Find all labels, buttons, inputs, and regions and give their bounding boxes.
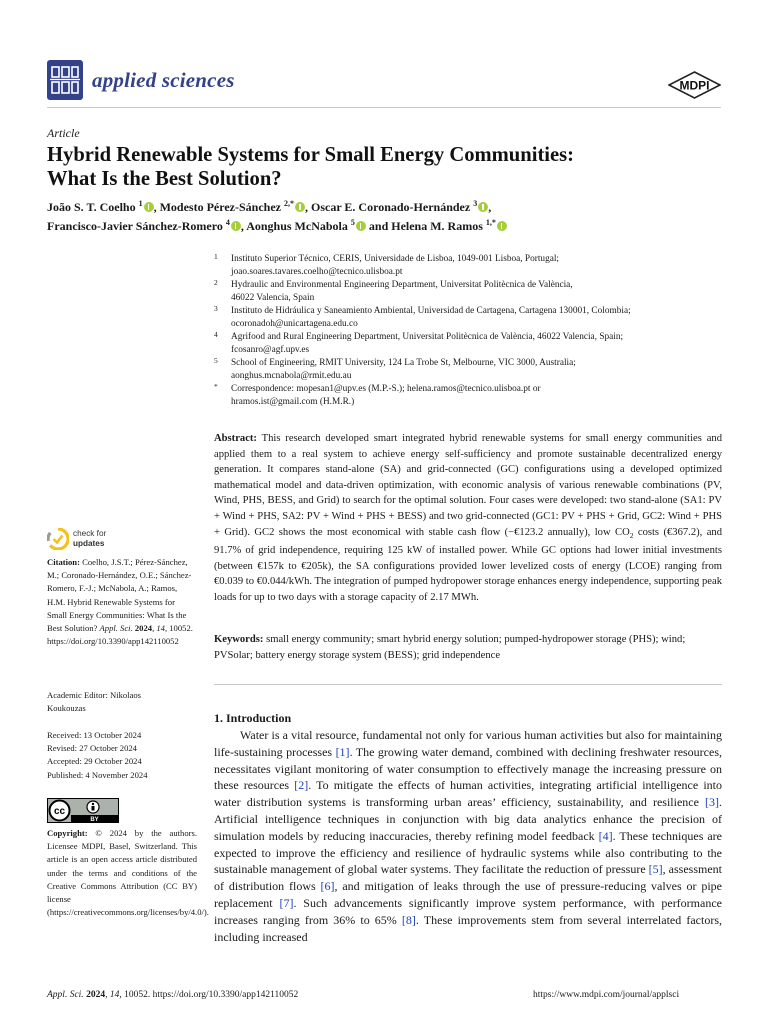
affiliation-number: 1 [214, 252, 218, 261]
citation-label: Citation: [47, 557, 80, 567]
affiliation-number: 4 [214, 330, 218, 339]
body-text: , and mitigation of leaks through the use of pressure-reducing valves or pipe replacement [214, 879, 722, 910]
header-divider [47, 107, 721, 108]
citation-link[interactable]: [6] [320, 879, 335, 894]
citation-link[interactable]: [1] [335, 744, 350, 759]
affiliation-text: Instituto Superior Técnico, CERIS, Universidade de Lisboa, 1049-001 Lisboa, Portugal; [231, 254, 560, 264]
affiliation-number: 5 [214, 356, 218, 365]
citation-link[interactable]: [8] [401, 912, 416, 927]
author-name[interactable]: , Oscar E. Coronado-Hernández [304, 200, 471, 214]
author-list [47, 198, 747, 236]
title-line-1: Hybrid Renewable Systems for Small Energy Communities: [47, 144, 575, 166]
citation-journal: Appl. Sci. [99, 623, 133, 634]
citation-link[interactable]: [5] [648, 862, 663, 877]
abstract-text: This research developed smart integrated hybrid renewable systems for small energy communities and applied them to a real system to achieve energy self-sufficiency and promote sustainable decentralized energy generation. It compares stand-alone (SA) and grid-connected (GC) configurations using a developed optimized mathematical model and data-driven optimization, with economic analysis of various renewable combinations (PV, Wind, PHS, BESS, and Grid) to search for the optimal solution. Four cases were developed: two stand-alone (SA1: PV + Wind + PHS, SA2: PV + Wind + PHS + BESS) and two grid-connected (GC1: PV + PHS + Grid, GC2: Wind + PHS + Grid). GC2 shows the most economical with stable cash flow (−€123.2 annually), low CO [214, 433, 722, 538]
author-name[interactable]: Francisco-Javier Sánchez-Romero [47, 219, 223, 233]
abstract [214, 431, 722, 606]
cc-by-license-icon[interactable] [47, 798, 119, 823]
author-name[interactable]: and Helena M. Ramos [368, 219, 483, 233]
citation-link[interactable]: [4] [598, 828, 613, 843]
citation-link[interactable]: [7] [279, 895, 294, 910]
citation-doi[interactable]: , 10052. https://doi.org/10.3390/app142110052 [47, 623, 193, 647]
author-line-2 [47, 217, 747, 236]
footer-year: 2024 [83, 990, 106, 1000]
footer-journal-url[interactable]: https://www.mdpi.com/journal/applsci [533, 990, 680, 1000]
correspondence-email[interactable]: hramos.ist@gmail.com (H.M.R.) [231, 397, 355, 407]
check-line: updates [73, 538, 105, 548]
abstract-text: costs (€367.2), and 91.7% of grid independence, requiring 125 kW of installed power. While GC options had lower initial investments (between €157k to €205k), the SA configurations provided lower levelized costs of energy (LCOE) ranging from €0.039 to €0.044/kWh. The integration of pumped hydropower storage enhances energy independence, supporting peak loads for up to two days with a storage capacity of 2.17 MWh. [214, 526, 722, 604]
body-text: . These improvements stem from several interrelated factors, including increased [214, 912, 722, 944]
check-for-updates-badge[interactable] [47, 527, 147, 551]
mdpi-logo-icon [668, 71, 721, 99]
co2-subscript: 2 [629, 530, 634, 540]
citation-year: 2024 [132, 623, 153, 634]
cc-text: cc [53, 806, 66, 817]
body-text: . Artificial intelligence techniques in conjunction with big data analytics enhance the precision of simulation models by reducing inaccuracies, thereby refining model feedback [214, 795, 722, 843]
affiliation-item [214, 279, 724, 305]
article-title [47, 143, 727, 191]
footer-citation [47, 990, 298, 1000]
affiliation-email[interactable]: aonghus.mcnabola@rmit.edu.au [231, 371, 352, 381]
correspondence-item [214, 383, 724, 409]
author-name[interactable]: , Aonghus McNabola [240, 219, 348, 233]
orcid-icon[interactable] [478, 202, 488, 212]
author-affiliation-ref: 1 [138, 199, 143, 208]
orcid-icon[interactable] [497, 221, 507, 231]
mdpi-logo-text: MDPI [679, 78, 710, 93]
affiliations [214, 253, 724, 409]
affiliation-item [214, 253, 724, 279]
body-text: . To mitigate the effects of human activities, integrating artificial intelligence into water distribution systems is transforming urban areas’ efficiency, sustainability, and resilience [214, 778, 723, 810]
author-affiliation-ref: 4 [225, 218, 230, 227]
academic-editor [47, 689, 197, 715]
check-for-updates-icon [47, 528, 69, 550]
footer-volume: , 14 [105, 990, 120, 1000]
citation-link[interactable]: [2] [294, 778, 309, 793]
body-text: , assessment of distribution flows [214, 862, 723, 894]
keywords-text: small energy community; smart hybrid energy solution; pumped-hydropower storage (PHS); wind; PVSolar; battery energy storage system (BESS); grid independence [214, 634, 686, 661]
citation-volume: , 14 [152, 623, 165, 634]
author-name[interactable]: João S. T. Coelho [47, 200, 136, 214]
abstract-divider [214, 684, 722, 685]
editor-text: Academic Editor: Nikolaos [47, 690, 142, 700]
published-date: Published: 4 November 2024 [47, 769, 148, 780]
body-text: . Such advancements significantly improve system performance, with performance increases ranging from 36% to 65% [214, 895, 722, 927]
body-text: . The growing water demand, combined with declining freshwater resources, necessitates vigilant monitoring of water consumption to effectively manage the increasing pressure on these resources [214, 744, 723, 793]
author-affiliation-ref: 5 [350, 218, 355, 227]
affiliation-email[interactable]: joao.soares.tavares.coelho@tecnico.ulisboa.pt [231, 267, 403, 277]
check-line: check for [73, 529, 107, 538]
editor-text: Koukouzas [47, 703, 86, 714]
footer-journal: Appl. Sci. [47, 990, 84, 1000]
received-date: Received: 13 October 2024 [47, 730, 142, 740]
applied-sciences-logo-icon [47, 60, 83, 100]
affiliation-number: 2 [214, 278, 218, 287]
affiliation-item [214, 331, 724, 357]
orcid-icon[interactable] [295, 202, 305, 212]
affiliation-item [214, 357, 724, 383]
accepted-date: Accepted: 29 October 2024 [47, 756, 142, 767]
affiliation-email[interactable]: ocoronadoh@unicartagena.edu.co [231, 319, 358, 329]
check-for-updates-text [73, 529, 106, 548]
publication-dates [47, 729, 197, 782]
author-affiliation-ref: 3 [473, 199, 478, 208]
footer-doi[interactable]: , 10052. https://doi.org/10.3390/app142110052 [119, 990, 299, 1000]
affiliation-text: 46022 Valencia, Spain [231, 293, 315, 303]
affiliation-text: School of Engineering, RMIT University, 124 La Trobe St, Melbourne, VIC 3000, Australia; [231, 358, 576, 368]
orcid-icon[interactable] [144, 202, 154, 212]
by-text: BY [90, 817, 99, 823]
author-name[interactable]: , Modesto Pérez-Sánchez [153, 200, 281, 214]
orcid-icon[interactable] [356, 221, 366, 231]
author-line-1 [47, 198, 747, 217]
title-line-2: What Is the Best Solution? [47, 168, 282, 190]
author-affiliation-ref: 1,* [485, 218, 496, 227]
copyright-block [47, 827, 209, 919]
abstract-label: Abstract: [214, 433, 257, 444]
section-heading: 1. Introduction [214, 711, 292, 725]
keywords [214, 632, 722, 663]
revised-date: Revised: 27 October 2024 [47, 743, 137, 754]
separator: , [488, 200, 492, 214]
affiliation-email[interactable]: fcosanro@agf.upv.es [231, 345, 310, 355]
body-text: . These techniques are expected to improve the efficiency and resilience of hydraulic systems while also contributing to the sustainable management of global water systems. They facilitate the reduction of pressure [214, 828, 722, 877]
keywords-label: Keywords: [214, 634, 264, 645]
journal-name[interactable]: applied sciences [92, 68, 235, 92]
affiliation-number: * [214, 382, 218, 391]
affiliation-text: Instituto de Hidráulica y Saneamiento Ambiental, Universidad de Cartagena, Cartagena 130001, Colombia; [231, 306, 631, 316]
citation-text: Coelho, J.S.T.; Pérez-Sánchez, M.; Coronado-Hernández, O.E.; Sánchez-Romero, F.-J.; McNabola, A.; Ramos, H.M. Hybrid Renewable Systems for Small Energy Communities: What Is the Best Solution? [47, 557, 192, 634]
article-type: Article [47, 126, 80, 140]
copyright-label: Copyright: [47, 828, 88, 838]
author-affiliation-ref: 2,* [283, 199, 294, 208]
affiliation-text: Hydraulic and Environmental Engineering Department, Universitat Politècnica de València, [231, 280, 573, 290]
correspondence-text[interactable]: Correspondence: mopesan1@upv.es (M.P.-S.); helena.ramos@tecnico.ulisboa.pt or [231, 384, 541, 394]
intro-paragraph [214, 727, 722, 945]
orcid-icon[interactable] [231, 221, 241, 231]
citation-block [47, 556, 197, 648]
affiliation-number: 3 [214, 304, 218, 313]
body-text: Water is a vital resource, fundamental not only for various human activities but also for maintaining life-sustaining processes [214, 728, 722, 759]
copyright-text: © 2024 by the authors. Licensee MDPI, Basel, Switzerland. This article is an open access article distributed under the terms and conditions of the Creative Commons Attribution (CC BY) license (https://creativecommons.org/licenses/by/4.0/). [47, 828, 209, 918]
citation-link[interactable]: [3] [705, 795, 719, 810]
affiliation-text: Agrifood and Rural Engineering Department, Universitat Politècnica de València, 46022 Valencia, Spain; [231, 332, 624, 342]
affiliation-item [214, 305, 724, 331]
